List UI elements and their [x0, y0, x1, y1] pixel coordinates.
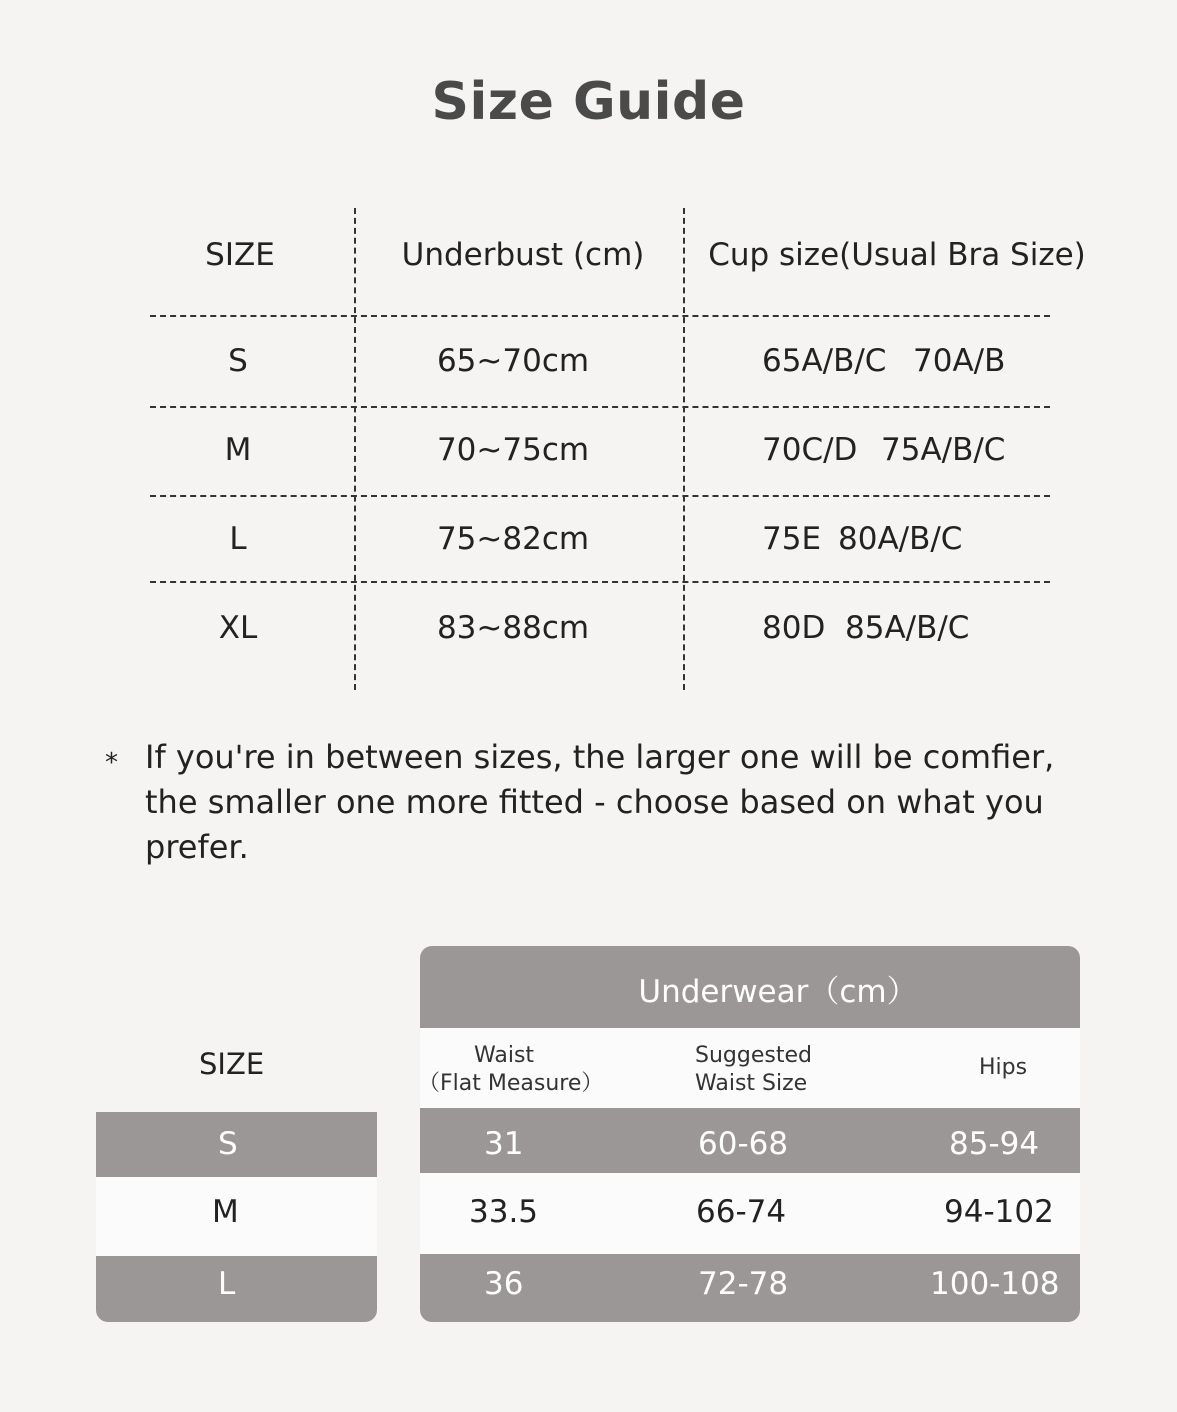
size-cell: XL — [218, 610, 258, 646]
size-cell: M — [212, 1194, 239, 1230]
page-title: Size Guide — [431, 72, 746, 132]
size-cell: L — [218, 1266, 236, 1302]
size-cell: S — [228, 343, 248, 379]
suggested-cell: 60-68 — [698, 1126, 789, 1162]
cup-cell: 85A/B/C — [845, 610, 970, 646]
cup-cell: 75E — [762, 521, 822, 557]
cup-cell: 75A/B/C — [881, 432, 1006, 468]
hips-cell: 85-94 — [949, 1126, 1040, 1162]
bra-size-table — [0, 0, 1177, 700]
row-divider — [150, 495, 1050, 497]
underbust-cell: 75~82cm — [436, 521, 590, 557]
underbust-cell: 83~88cm — [436, 610, 590, 646]
size-cell: L — [229, 521, 247, 557]
cup-cell: 80D — [762, 610, 826, 646]
waist-header-line2: （Flat Measure） — [418, 1071, 604, 1096]
suggested-cell: 66-74 — [696, 1194, 787, 1230]
waist-header-line1: Waist — [474, 1043, 535, 1068]
hips-cell: 94-102 — [944, 1194, 1054, 1230]
waist-cell: 31 — [484, 1126, 524, 1162]
row-divider — [150, 315, 1050, 317]
suggested-header-line1: Suggested — [695, 1043, 812, 1068]
size-cell: S — [218, 1126, 238, 1162]
row-divider — [150, 406, 1050, 408]
waist-cell: 36 — [484, 1266, 524, 1302]
table-row — [96, 1256, 377, 1322]
suggested-cell: 72-78 — [698, 1266, 789, 1302]
cup-cell: 70A/B — [913, 343, 1006, 379]
size-column-header: SIZE — [199, 1047, 265, 1081]
header-underbust: Underbust (cm) — [401, 237, 645, 273]
cup-cell: 80A/B/C — [838, 521, 963, 557]
asterisk-icon: * — [105, 748, 118, 778]
row-divider — [150, 581, 1050, 583]
hips-header: Hips — [979, 1055, 1028, 1080]
column-divider — [683, 208, 685, 690]
column-divider — [354, 208, 356, 690]
cup-cell: 65A/B/C — [762, 343, 887, 379]
header-cup-size: Cup size(Usual Bra Size) — [708, 237, 1086, 273]
header-size: SIZE — [205, 237, 275, 273]
note-text: If you're in between sizes, the larger one will be comfier, the smaller one more fitted - choose based on what you prefer. — [145, 738, 1055, 866]
cup-cell: 70C/D — [762, 432, 858, 468]
underbust-cell: 70~75cm — [436, 432, 590, 468]
table-header-title: Underwear（cm） — [638, 974, 918, 1010]
waist-cell: 33.5 — [469, 1194, 539, 1230]
hips-cell: 100-108 — [930, 1266, 1060, 1302]
suggested-header-line2: Waist Size — [695, 1071, 808, 1096]
underbust-cell: 65~70cm — [436, 343, 590, 379]
size-cell: M — [224, 432, 252, 468]
